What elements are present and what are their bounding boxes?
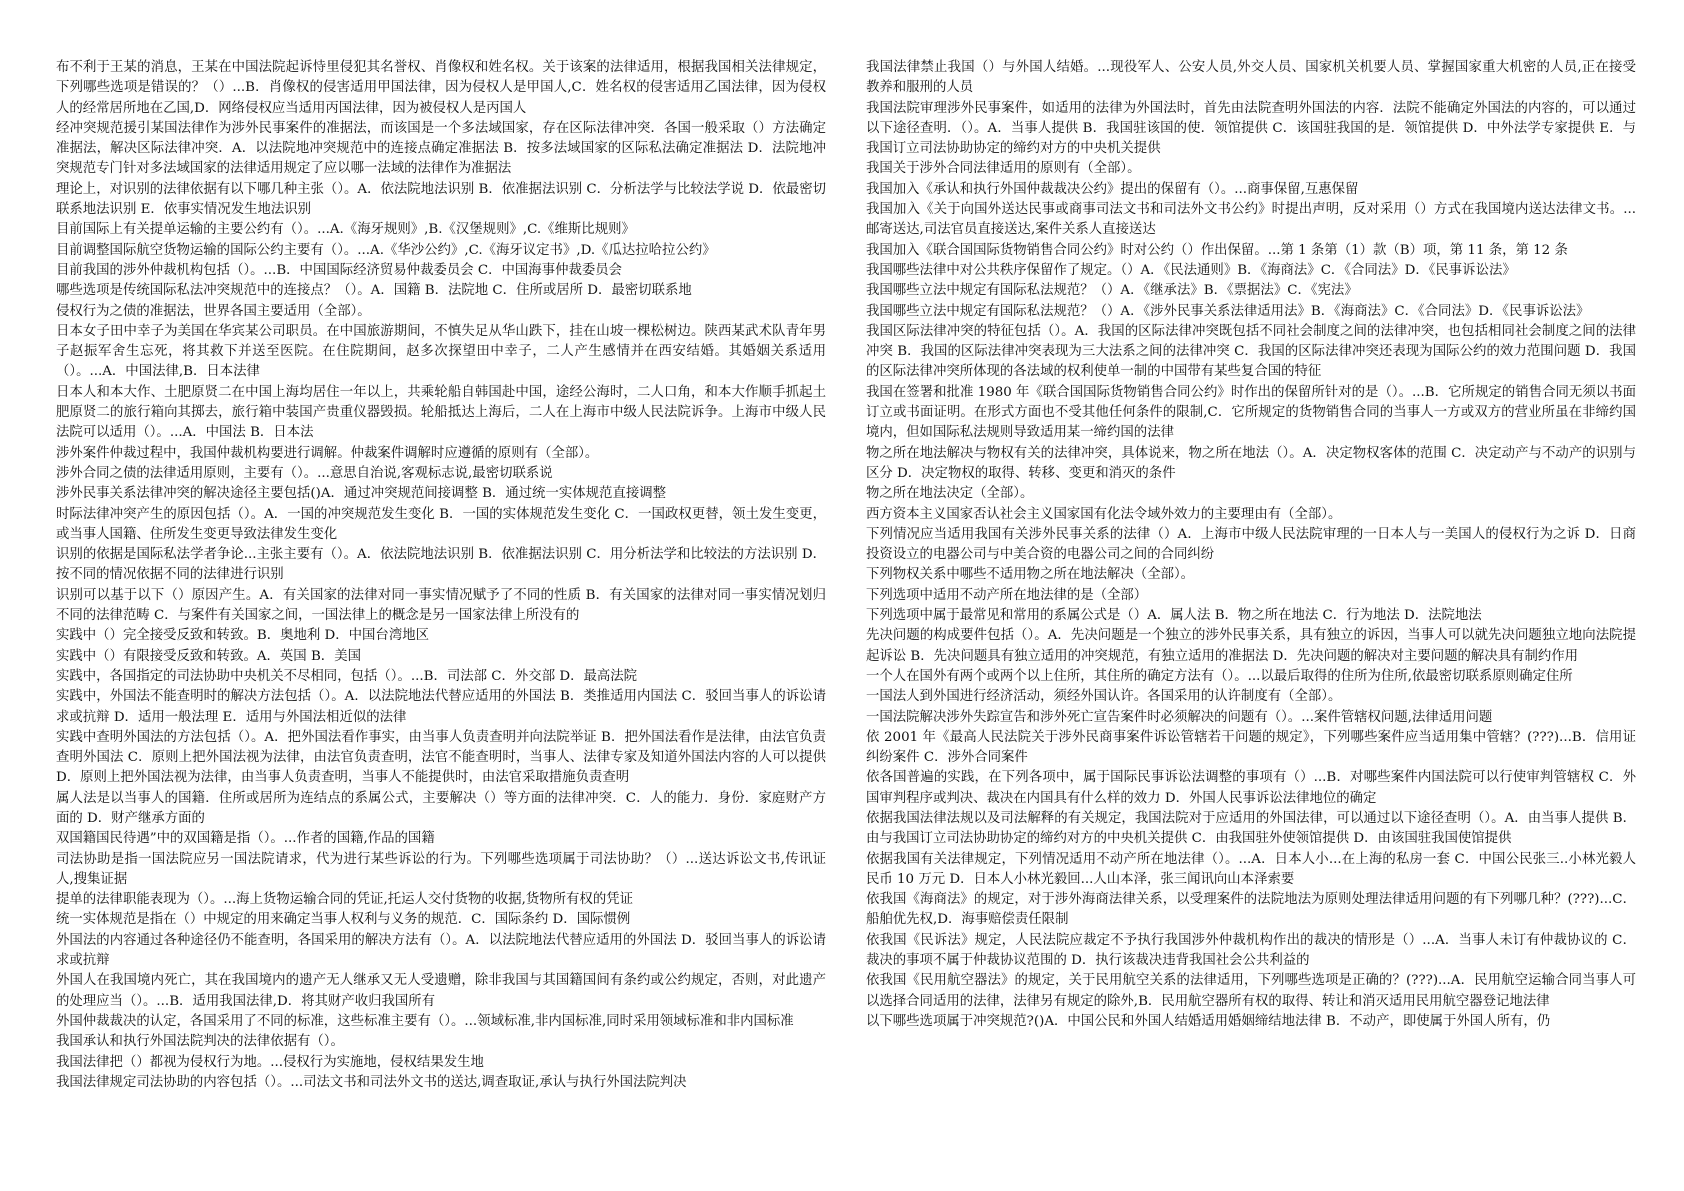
paragraph: 以下哪些选项属于冲突规范?()A．中国公民和外国人结婚适用婚姻缔结地法律 B．不动产，即使属于外国人所有，仍: [866, 1013, 1551, 1029]
paragraph: 依我国《民诉法》规定，人民法院应裁定不予执行我国涉外仲裁机构作出的裁决的情形是（）...A．当事人未订有仲裁协议的 C．裁决的事项不属于仲裁协议范围的 D．执行该裁决违背我国社会公共利益的: [866, 932, 1636, 969]
paragraph: 识别可以基于以下（）原因产生。A．有关国家的法律对同一事实情况赋予了不同的性质 B．有关国家的法律对同一事实情况划归不同的法律范畴 C．与案件有关国家之间，一国法律上的概念是另一国家法律上所没有的: [56, 587, 826, 624]
paragraph: 提单的法律职能表现为（）。...海上货物运输合同的凭证,托运人交付货物的收据,货物所有权的凭证: [56, 892, 633, 908]
paragraph: 实践中，各国指定的司法协助中央机关不尽相同，包括（）。...B．司法部 C．外交部 D．最高法院: [56, 668, 638, 684]
paragraph: 我国法院审理涉外民事案件，如适用的法律为外国法时，首先由法院查明外国法的内容．法院不能确定外国法的内容的，可以通过以下途径查明．（）。A．当事人提供 B．我国驻该国的使．领馆提供 C．该国驻我国的是．领馆提供 D．中外法学专家提供 E．与我国订立司法协助协定的缔约对方的中央机关提供: [866, 100, 1636, 157]
paragraph: 理论上，对识别的法律依据有以下哪几种主张（）。A．依法院地法识别 B．依准据法识别 C．分析法学与比较法学说 D．依最密切联系地法识别 E．依事实情况发生地法识别: [56, 181, 826, 218]
paragraph: 一国法人到外国进行经济活动，须经外国认许。各国采用的认许制度有（全部）。: [866, 689, 1342, 705]
paragraph: 依各国普遍的实践，在下列各项中，属于国际民事诉讼法调整的事项有（）...B．对哪些案件内国法院可以行使审判管辖权 C．外国审判程序或判决、裁决在内国具有什么样的效力 D．外国人民事诉讼法律地位的确定: [866, 770, 1636, 806]
paragraph: 司法协助是指一国法院应另一国法院请求，代为进行某些诉讼的行为。下列哪些选项属于司法协助？（）...送达诉讼文书,传讯证人,搜集证据: [56, 851, 826, 887]
paragraph: 我国哪些立法中规定有国际私法规范？（）A．《继承法》B．《票据法》C．《宪法》: [866, 283, 1358, 299]
paragraph: 下列情况应当适用我国有关涉外民事关系的法律（）A．上海市中级人民法院审理的一日本人与一美国人的侵权行为之诉 D．日商投资设立的电器公司与中美合资的电器公司之间的合同纠纷: [866, 526, 1636, 563]
paragraph: 目前国际上有关提单运输的主要公约有（）。...A.《海牙规则》,B.《汉堡规则》,C.《维斯比规则》: [56, 222, 635, 238]
paragraph: 我国法律禁止我国（）与外国人结婚。...现役军人、公安人员,外交人员、国家机关机要人员、掌握国家重大机密的人员,正在接受教养和服刑的人员: [866, 60, 1636, 96]
paragraph: 经冲突规范援引某国法律作为涉外民事案件的准据法，而该国是一个多法域国家，存在区际法律冲突．各国一般采取（）方法确定准据法，解决区际法律冲突．A．以法院地冲突规范中的连接点确定准据法 B．按多法域国家的区际私法确定准据法 D．法院地冲突规范专门针对多法域国家的法律适用规定了应以哪一法域的法律作为准据法: [56, 120, 826, 177]
paragraph: 下列物权关系中哪些不适用物之所在地法解决（全部）。: [866, 567, 1195, 583]
paragraph: 外国人在我国境内死亡，其在我国境内的遗产无人继承又无人受遗赠，除非我国与其国籍国间有条约或公约规定，否则，对此遗产的处理应当（）。...B．适用我国法律,D．将其财产收归我国所有: [56, 973, 826, 1009]
paragraph: 依 2001 年《最高人民法院关于涉外民商事案件诉讼管辖若干问题的规定》，下列哪些案件应当适用集中管辖？(???)...B．信用证纠纷案件 C．涉外合同案件: [866, 729, 1636, 766]
paragraph: 一个人在国外有两个或两个以上住所，其住所的确定方法有（）。...以最后取得的住所为住所,依最密切联系原则确定住所: [866, 668, 1573, 684]
paragraph: 实践中查明外国法的方法包括（）。A．把外国法看作事实，由当事人负责查明并向法院举证 B．把外国法看作是法律，由法官负责查明外国法 C．原则上把外国法视为法律，由法官负责查明，法官不能查明时，当事人、法律专家及知道外国法内容的人可以提供 D．原则上把外国法视为法律，由当事人负责查明，当事人不能提供时，由法官采取措施负责查明: [56, 729, 826, 786]
left-column: [56, 58, 826, 1093]
paragraph: 统一实体规范是指在（）中规定的用来确定当事人权利与义务的规范．C．国际条约 D．国际惯例: [56, 912, 631, 928]
paragraph: 时际法律冲突产生的原因包括（）。A．一国的冲突规范发生变化 B．一国的实体规范发生变化 C．一国政权更替，领土发生变更，或当事人国籍、住所发生变更导致法律发生变化: [56, 506, 826, 542]
paragraph: 涉外合同之债的法律适用原则，主要有（）。...意思自治说,客观标志说,最密切联系说: [56, 465, 553, 481]
paragraph: 我国加入《关于向国外送达民事或商事司法文书和司法外文书公约》时提出声明，反对采用（）方式在我国境内送达法律文书。...邮寄送达,司法官员直接送达,案件关系人直接送达: [866, 202, 1636, 238]
paragraph: 实践中，外国法不能查明时的解决方法包括（）。A．以法院地法代替应适用的外国法 B．类推适用内国法 C．驳回当事人的诉讼请求或抗辩 D．适用一般法理 E．适用与外国法相近似的法律: [56, 689, 826, 725]
paragraph: 实践中（）有限接受反致和转致。A．英国 B．美国: [56, 648, 361, 664]
paragraph: 涉外案件仲裁过程中，我国仲裁机构要进行调解。仲裁案件调解时应遵循的原则有（全部）。: [56, 445, 599, 461]
paragraph: 外国法的内容通过各种途径仍不能查明，各国采用的解决方法有（）。A．以法院地法代替应适用的外国法 D．驳回当事人的诉讼请求或抗辩: [56, 932, 826, 969]
paragraph: 实践中（）完全接受反致和转致。B．奥地利 D．中国台湾地区: [56, 628, 429, 644]
paragraph: 一国法院解决涉外失踪宣告和涉外死亡宣告案件时必须解决的问题有（）。...案件管辖权问题,法律适用问题: [866, 709, 1493, 725]
paragraph: 依据我国法律法规以及司法解释的有关规定，我国法院对于应适用的外国法律，可以通过以下途径查明（）。A．由当事人提供 B．由与我国订立司法协助协定的缔约对方的中央机关提供 C．由我国驻外使领馆提供 D．由该国驻我国使馆提供: [866, 810, 1636, 847]
paragraph: 我国关于涉外合同法律适用的原则有（全部）。: [866, 161, 1141, 177]
paragraph: 涉外民事关系法律冲突的解决途径主要包括()A．通过冲突规范间接调整 B．通过统一实体规范直接调整: [56, 486, 667, 502]
paragraph: 下列选项中适用不动产所在地法律的是（全部）: [866, 587, 1148, 603]
paragraph: 先决问题的构成要件包括（）。A．先决问题是一个独立的涉外民事关系，具有独立的诉因，当事人可以就先决问题独立地向法院提起诉讼 B．先决问题具有独立适用的冲突规范，有独立适用的准据法 D．先决问题的解决对主要问题的解决具有制约作用: [866, 628, 1636, 664]
paragraph: 识别的依据是国际私法学者争论...主张主要有（）。A．依法院地法识别 B．依准据法识别 C．用分析法学和比较法的方法识别 D．按不同的情况依据不同的法律进行识别: [56, 547, 826, 583]
paragraph: 我国区际法律冲突的特征包括（）。A．我国的区际法律冲突既包括不同社会制度之间的法律冲突，也包括相同社会制度之间的法律冲突 B．我国的区际法律冲突表现为三大法系之间的法律冲突 C．我国的区际法律冲突还表现为国际公约的效力范围问题 D．我国的区际法律冲突所体现的各法域的权利使单一制的中国带有某些复合国的特征: [866, 323, 1636, 380]
paragraph: 物之所在地法决定（全部）。: [866, 486, 1034, 502]
paragraph: 我国加入《联合国国际货物销售合同公约》时对公约（）作出保留。...第 1 条第（1）款（B）项，第 11 条，第 12 条: [866, 242, 1568, 258]
paragraph: 依我国《民用航空器法》的规定，关于民用航空关系的法律适用，下列哪些选项是正确的？(???)...A．民用航空运输合同当事人可以选择合同适用的法律，法律另有规定的除外,B．民用航空器所有权的取得、转让和消灭适用民用航空器登记地法律: [866, 973, 1636, 1009]
paragraph: 日本女子田中幸子为美国在华宾某公司职员。在中国旅游期间，不慎失足从华山跌下，挂在山坡一棵松树边。陕西某武术队青年男子赵振军舍生忘死，将其救下并送至医院。在住院期间，赵多次探望田中幸子，二人产生感情并在西安结婚。其婚姻关系适用（）。...A．中国法律,B．日本法律: [56, 323, 826, 380]
paragraph: 侵权行为之债的准据法，世界各国主要适用（全部）。: [56, 303, 371, 319]
paragraph: 我国法律把（）都视为侵权行为地。...侵权行为实施地，侵权结果发生地: [56, 1054, 484, 1070]
paragraph: 哪些选项是传统国际私法冲突规范中的连接点？（）。A．国籍 B．法院地 C．住所或居所 D．最密切联系地: [56, 283, 692, 299]
paragraph: 西方资本主义国家否认社会主义国家国有化法令域外效力的主要理由有（全部）。: [866, 506, 1342, 522]
paragraph: 外国仲裁裁决的认定，各国采用了不同的标准，这些标准主要有（）。...领域标准,非内国标准,同时采用领域标准和非内国标准: [56, 1013, 794, 1029]
paragraph: 依据我国有关法律规定，下列情况适用不动产所在地法律（）。...A．日本人小...在上海的私房一套 C．中国公民张三..小林光毅人民币 10 万元 D．日本人小林光毅回...人山本泽，张三闻讯向山本泽索要: [866, 851, 1636, 887]
paragraph: 我国承认和执行外国法院判决的法律依据有（）。: [56, 1034, 344, 1050]
right-column: [866, 58, 1636, 1032]
paragraph: 我国哪些法律中对公共秩序保留作了规定。（）A．《民法通则》B．《海商法》C．《合同法》D．《民事诉讼法》: [866, 262, 1516, 278]
paragraph: 我国加入《承认和执行外国仲裁裁决公约》提出的保留有（）。...商事保留,互惠保留: [866, 181, 1359, 197]
paragraph: 下列选项中属于最常见和常用的系属公式是（）A．属人法 B．物之所在地法 C．行为地法 D．法院地法: [866, 608, 1482, 624]
paragraph: 物之所在地法解决与物权有关的法律冲突，具体说来，物之所在地法（）。A．决定物权客体的范围 C．决定动产与不动产的识别与区分 D．决定物权的取得、转移、变更和消灭的条件: [866, 445, 1636, 481]
paragraph: 我国哪些立法中规定有国际私法规范？（）A．《涉外民事关系法律适用法》B．《海商法》C．《合同法》D．《民事诉讼法》: [866, 303, 1590, 319]
paragraph: 目前我国的涉外仲裁机构包括（）。...B．中国国际经济贸易仲裁委员会 C．中国海事仲裁委员会: [56, 262, 623, 278]
paragraph: 我国在签署和批准 1980 年《联合国国际货物销售合同公约》时作出的保留所针对的是（）。...B．它所规定的销售合同无须以书面订立或书面证明。在形式方面也不受其他任何条件的限制,C．它所规定的货物销售合同的当事人一方或双方的营业所虽在非缔约国境内，但如国际私法规则导致适用某一缔约国的法律: [866, 384, 1636, 441]
paragraph: 日本人和本大作、土肥原贤二在中国上海均居住一年以上，共乘轮船自韩国赴中国，途经公海时，二人口角，和本大作顺手抓起土肥原贤二的旅行箱向其掷去，旅行箱中装国产贵重仪器毁损。轮船抵达上海后，二人在上海市中级人民法院诉争。上海市中级人民法院可以适用（）。...A．中国法 B．日本法: [56, 384, 826, 441]
paragraph: 目前调整国际航空货物运输的国际公约主要有（）。...A.《华沙公约》,C.《海牙议定书》,D.《瓜达拉哈拉公约》: [56, 242, 716, 258]
paragraph: 依我国《海商法》的规定，对于涉外海商法律关系，以受理案件的法院地法为原则处理法律适用问题的有下列哪几种？(???)...C．船舶优先权,D．海事赔偿责任限制: [866, 892, 1636, 928]
paragraph: 布不利于王某的消息，王某在中国法院起诉恃里侵犯其名誉权、肖像权和姓名权。关于该案的法律适用，根据我国相关法律规定，下列哪些选项是错误的？（）...B．肖像权的侵害适用甲国法律，因为侵权人是甲国人,C．姓名权的侵害适用乙国法律，因为侵权人的经常居所地在乙国,D．网络侵权应当适用丙国法律，因为被侵权人是丙国人: [56, 60, 826, 116]
paragraph: 属人法是以当事人的国籍．住所或居所为连结点的系属公式，主要解决（）等方面的法律冲突．C．人的能力．身份．家庭财产方面的 D．财产继承方面的: [56, 790, 826, 826]
paragraph: 我国法律规定司法协助的内容包括（）。...司法文书和司法外文书的送达,调查取证,承认与执行外国法院判决: [56, 1074, 687, 1090]
paragraph: 双国籍国民待遇”中的双国籍是指（）。...作者的国籍,作品的国籍: [56, 831, 435, 847]
